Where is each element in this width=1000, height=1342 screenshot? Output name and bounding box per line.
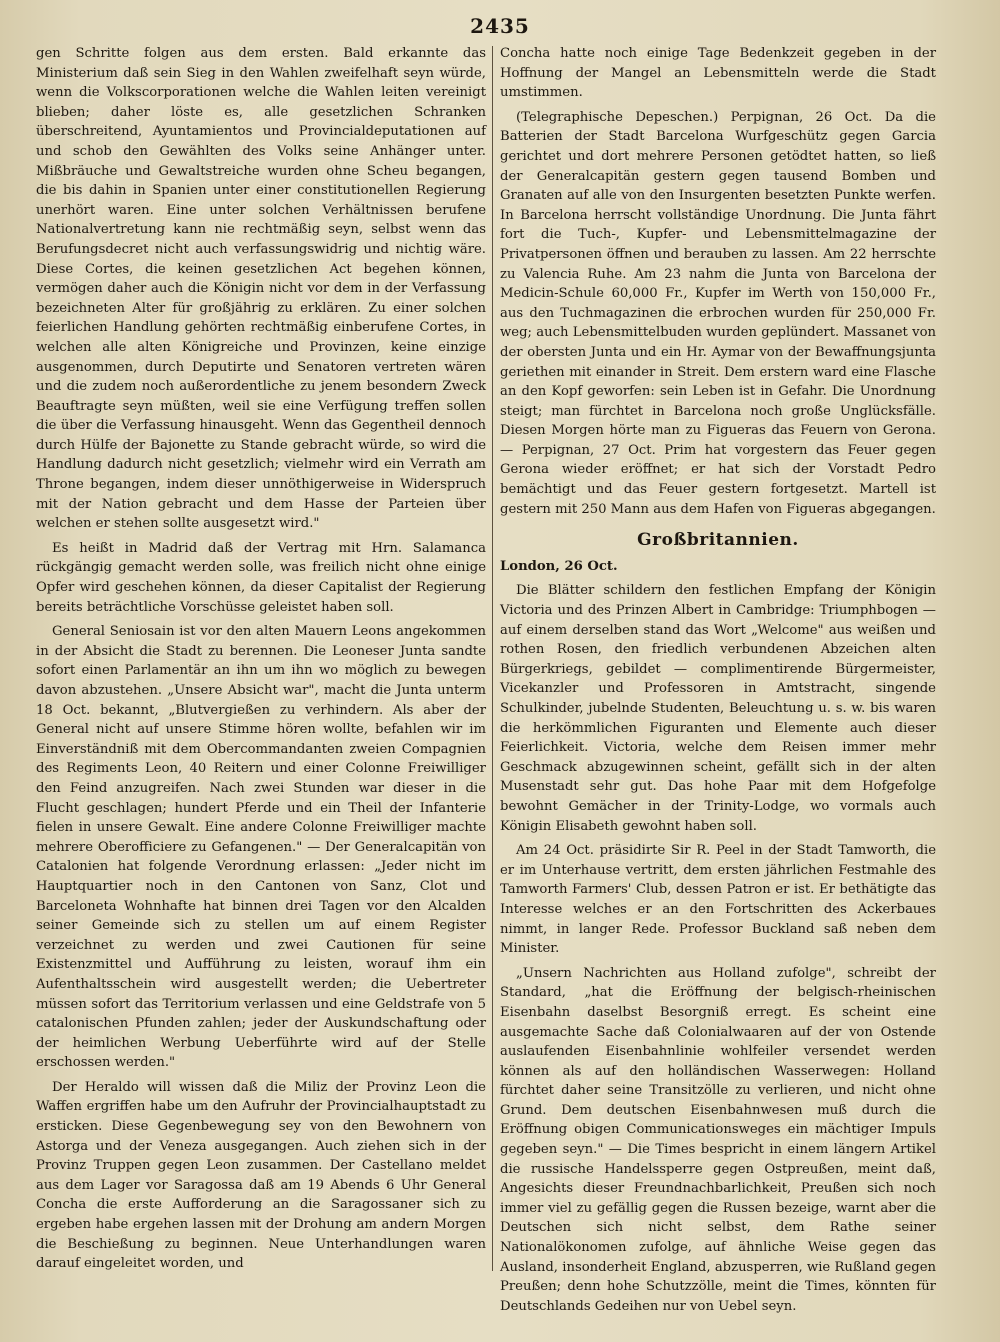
page-number: 2435 — [470, 14, 530, 38]
paragraph: General Seniosain ist vor den alten Mauern Leons angekommen in der Absicht die Stadt zu berennen. Die Leoneser Junta sandte sofort einen Parlamentär an ihn um ihn wo möglich zu bewegen davon abzustehen. „Unsere Absicht war", macht die Junta unterm 18 Oct. bekannt, „Blutvergießen zu verhindern. Als aber der General nicht auf unsere Stimme hören wollte, befahlen wir im Einverständniß mit dem Obercommandanten zweien Compagnien des Regiments Leon, 40 Reitern und einer Colonne Freiwilliger den Feind anzugreifen. Nach zwei Stunden war dieser in die Flucht geschlagen; hundert Pferde und ein Theil der Infanterie fielen in unsere Gewalt. Eine andere Colonne Freiwilliger machte mehrere Oberofficiere zu Gefangenen." — Der Generalcapitän von Catalonien hat folgende Verordnung erlassen: „Jeder nicht im Hauptquartier noch in den Cantonen von Sanz, Clot und Barceloneta Wohnhafte hat binnen drei Tagen vor den Alcalden seiner Gemeinde sich zu stellen um auf einem Register verzeichnet zu werden und zwei Cautionen für seine Existenzmittel und Aufführung zu leisten, worauf ihm ein Aufenthaltsschein wird ausgestellt werden; die Uebertreter müssen sofort das Territorium verlassen und eine Geldstrafe von 5 catalonischen Pfunden zahlen; jeder der Auskundschaftung oder der heimlichen Werbung Ueberführte wird auf der Stelle erschossen werden." — [36, 624, 486, 1071]
dateline — [500, 557, 936, 577]
paragraph: Am 24 Oct. präsidirte Sir R. Peel in der Stadt Tamworth, die er im Unterhause vertritt, dem ersten jährlichen Festmahle des Tamworth Farmers' Club, dessen Patron er ist. Er bethätigte das Interesse welches er an den Fortschritten des Ackerbaues nimmt, in langer Rede. Professor Buckland saß neben dem Minister. — [500, 843, 936, 957]
paragraph: Die Blätter schildern den festlichen Empfang der Königin Victoria und des Prinzen Albert in Cambridge: Triumphbogen — auf einem derselben stand das Wort „Welcome" aus weißen und rothen Rosen, den friedlich verbundenen Abzeichen alten Bürgerkriegs, gebildet — complimentirende Bürgermeister, Vicekanzler und Professoren in Amtstracht, singende Schulkinder, jubelnde Studenten, Beleuchtung u. s. w. bis waren die herkömmlichen Figuranten und Elemente auch dieser Feierlichkeit. Victoria, welche dem Reisen immer mehr Geschmack abzugewinnen scheint, gefällt sich in der alten Musenstadt sehr gut. Das hohe Paar mit dem Hofgefolge bewohnt Gemächer in der Trinity-Lodge, wo vormals auch Königin Elisabeth gewohnt haben soll. — [500, 583, 936, 834]
paragraph: Concha hatte noch einige Tage Bedenkzeit gegeben in der Hoffnung der Mangel an Lebensmitteln werde die Stadt umstimmen. — [500, 46, 936, 101]
paragraph: „Unsern Nachrichten aus Holland zufolge", schreibt der Standard, „hat die Eröffnung der belgisch-rheinischen Eisenbahn daselbst Besorgniß erregt. Es scheint eine ausgemachte Sache daß Colonialwaaren auf der von Ostende auslaufenden Eisenbahnlinie wohlfeiler versendet werden können als auf den holländischen Wasserwegen: Holland fürchtet daher seine Transitzölle zu verlieren, und nicht ohne Grund. Dem deutschen Eisenbahnwesen muß durch die Eröffnung obigen Communicationsweges ein mächtiger Impuls gegeben seyn." — Die Times bespricht in einem längern Artikel die russische Handelssperre gegen Ostpreußen, meint daß, Angesichts dieser Freundnachbarlichkeit, Preußen sich noch immer viel zu gefällig gegen die Russen bezeige, warnt aber die Deutschen sich nicht selbst, dem Rathe seiner Nationalökonomen zufolge, auf ähnliche Weise gegen das Ausland, insonderheit England, abzusperren, wie Rußland gegen Preußen; denn hohe Schutzzölle, meint die Times, könnten für Deutschlands Gedeihen nur von Uebel seyn. — [500, 965, 936, 1314]
paragraph: Der Heraldo will wissen daß die Miliz der Provinz Leon die Waffen ergriffen habe um den Aufruhr der Provincialhauptstadt zu ersticken. Diese Gegenbewegung sey von den Bewohnern von Astorga und der Veneza ausgegangen. Auch ziehen sich in der Provinz Truppen gegen Leon zusammen. Der Castellano meldet aus dem Lager vor Saragossa daß am 19 Abends 6 Uhr General Concha die erste Aufforderung an die Saragossaner sich zu ergeben habe ergehen lassen mit der Drohung am andern Morgen die Beschießung zu beginnen. Neue Unterhandlungen waren darauf eingeleitet worden, und — [36, 1079, 486, 1272]
dateline-text: London, 26 Oct. — [500, 558, 618, 574]
right-column — [500, 44, 936, 1321]
left-column — [36, 44, 486, 1279]
paragraph: Es heißt in Madrid daß der Vertrag mit Hrn. Salamanca rückgängig gemacht werden solle, was freilich nicht ohne einige Opfer wird geschehen können, da dieser Capitalist der Regierung bereits beträchtliche Vorschüsse geleistet haben soll. — [36, 540, 486, 615]
paragraph: gen Schritte folgen aus dem ersten. Bald erkannte das Ministerium daß sein Sieg in den Wahlen zweifelhaft seyn würde, wenn die Volkscorporationen welche die Wahlen leiten vereinigt blieben; daher löste es, alle gesetzlichen Schranken überschreitend, Ayuntamientos und Provincialdeputationen auf und schob den Gewählten des Volks seine Anhänger unter. Mißbräuche und Gewaltstreiche wurden ohne Scheu begangen, die bis dahin in Spanien unter einer constitutionellen Regierung unerhört waren. Eine unter solchen Verhältnissen berufene Nationalvertretung kann nie rechtmäßig seyn, selbst wenn das Berufungsdecret nicht auch verfassungswidrig und nichtig wäre. Diese Cortes, die keinen gesetzlichen Act begehen können, vermögen daher auch die Königin nicht vor dem in der Verfassung bezeichneten Alter für großjährig zu erklären. Zu einer solchen feierlichen Handlung gehörten rechtmäßig einberufene Cortes, in welchen alle alten Königreiche und Provinzen, keine einzige ausgenommen, durch Deputirte und Senatoren vertreten wären und die zudem noch außerordentliche zu jenem besondern Zweck Beauftragte seyn müßten, weil sie eine Verfügung treffen sollen die über die Verfassung hinausgeht. Wenn das Gegentheil dennoch durch Hülfe der Bajonette zu Stande gebracht würde, so wird die Handlung dadurch nicht gesetzlich; vielmehr wird ein Verrath am Throne begangen, indem dieser unnöthigerweise in Widerspruch mit der Nation gebracht und dem Hasse der Parteien über welchen er stehen sollte ausgesetzt wird." — [36, 46, 486, 532]
column-divider — [492, 46, 493, 1271]
paragraph: (Telegraphische Depeschen.) Perpignan, 26 Oct. Da die Batterien der Stadt Barcelona Wurfgeschütz gegen Garcia gerichtet und dort mehrere Personen getödtet hatten, so ließ der Generalcapitän gestern gegen tausend Bomben und Granaten auf alle von den Insurgenten besetzten Punkte werfen. In Barcelona herrscht vollständige Unordnung. Die Junta fährt fort die Tuch-, Kupfer- und Lebensmittelmagazine der Privatpersonen öffnen und berauben zu lassen. Am 22 herrschte zu Valencia Ruhe. Am 23 nahm die Junta von Barcelona der Medicin-Schule 60,000 Fr., Kupfer im Werth von 150,000 Fr., aus den Tuchmagazinen die erbrochen wurden für 250,000 Fr. weg; auch Lebensmittelbuden wurden geplündert. Massanet von der obersten Junta und ein Hr. Aymar von der Bewaffnungsjunta geriethen mit einander in Streit. Dem erstern ward eine Flasche an den Kopf geworfen: sein Leben ist in Gefahr. Die Unordnung steigt; man fürchtet in Barcelona noch große Unglücksfälle. Diesen Morgen hörte man zu Figueras das Feuern von Gerona. — Perpignan, 27 Oct. Prim hat vorgestern das Feuer gegen Gerona wieder eröffnet; er hat sich der Vorstadt Pedro bemächtigt und das Feuer gestern fortgesetzt. Martell ist gestern mit 250 Mann aus dem Hafen von Figueras abgegangen. — [500, 109, 936, 517]
section-heading: Großbritannien. — [637, 530, 799, 551]
